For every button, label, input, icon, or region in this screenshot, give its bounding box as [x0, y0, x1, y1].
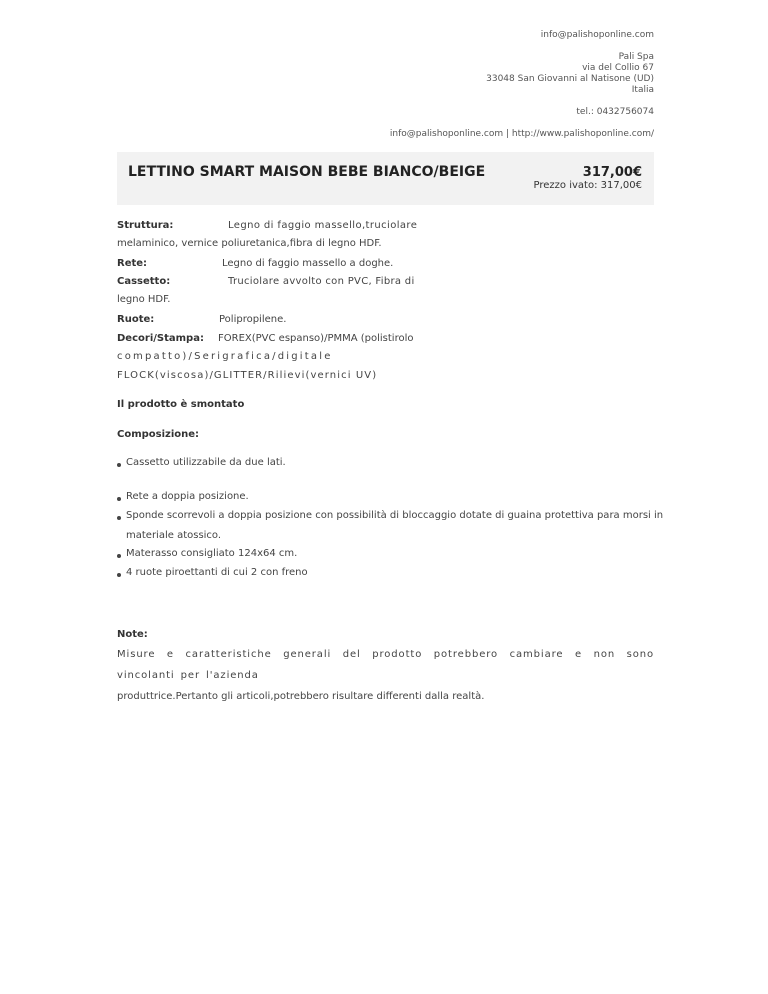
header-email[interactable]: info@palishoponline.com	[540, 30, 654, 40]
spec-label-struttura: Struttura:	[117, 220, 174, 231]
spec-value-decori-cont2: FLOCK(viscosa)/GLITTER/Rilievi(vernici UV)	[117, 370, 378, 381]
notes-body	[117, 644, 654, 707]
bullet-icon	[117, 554, 121, 558]
spec-value-decori: FOREX(PVC espanso)/PMMA (polistirolo	[218, 333, 414, 344]
composition-item: Rete a doppia posizione.	[126, 491, 249, 502]
product-price-vat: Prezzo ivato: 317,00€	[533, 180, 642, 191]
company-city: 33048 San Giovanni al Natisone (UD)	[486, 74, 654, 84]
spec-label-rete: Rete:	[117, 258, 148, 269]
company-phone: tel.: 0432756074	[576, 107, 654, 117]
bullet-icon	[117, 573, 121, 577]
assembly-note: Il prodotto è smontato	[117, 399, 245, 410]
composition-item: Materasso consigliato 124x64 cm.	[126, 548, 298, 559]
bullet-icon	[117, 463, 121, 467]
spec-value-struttura-cont: melaminico, vernice poliuretanica,fibra di legno HDF.	[117, 238, 382, 249]
bullet-icon	[117, 497, 121, 501]
product-price: 317,00€	[582, 165, 642, 180]
product-title: LETTINO SMART MAISON BEBE BIANCO/BEIGE	[128, 164, 486, 180]
contact-line[interactable]: info@palishoponline.com | http://www.palishoponline.com/	[389, 129, 654, 139]
company-country: Italia	[631, 85, 654, 95]
composition-item-cont: materiale atossico.	[126, 530, 222, 541]
spec-value-ruote: Polipropilene.	[219, 314, 287, 325]
product-header-box	[117, 152, 654, 205]
spec-value-struttura: Legno di faggio massello,truciolare	[228, 220, 418, 231]
spec-label-decori: Decori/Stampa:	[117, 333, 204, 344]
composition-item: Cassetto utilizzabile da due lati.	[126, 457, 286, 468]
notes-line-2: produttrice.Pertanto gli articoli,potrebbero risultare differenti dalla realtà.	[117, 691, 485, 702]
spec-value-rete: Legno di faggio massello a doghe.	[222, 258, 394, 269]
spec-value-cassetto-cont: legno HDF.	[117, 294, 171, 305]
spec-label-ruote: Ruote:	[117, 314, 155, 325]
notes-heading: Note:	[117, 629, 148, 640]
spec-value-decori-cont1: compatto)/Serigrafica/digitale	[117, 351, 333, 362]
company-name: Pali Spa	[618, 52, 654, 62]
composition-item: 4 ruote piroettanti di cui 2 con freno	[126, 567, 308, 578]
notes-line-1: Misure e caratteristiche generali del prodotto potrebbero cambiare e non sono vincolanti per l'azienda	[117, 649, 654, 681]
company-header	[254, 30, 654, 140]
bullet-icon	[117, 516, 121, 520]
composition-heading: Composizione:	[117, 429, 200, 440]
company-street: via del Collio 67	[582, 63, 654, 73]
spec-value-cassetto: Truciolare avvolto con PVC, Fibra di	[228, 276, 415, 287]
composition-item: Sponde scorrevoli a doppia posizione con possibilità di bloccaggio dotate di guaina protettiva para morsi in	[126, 510, 664, 521]
spec-label-cassetto: Cassetto:	[117, 276, 171, 287]
